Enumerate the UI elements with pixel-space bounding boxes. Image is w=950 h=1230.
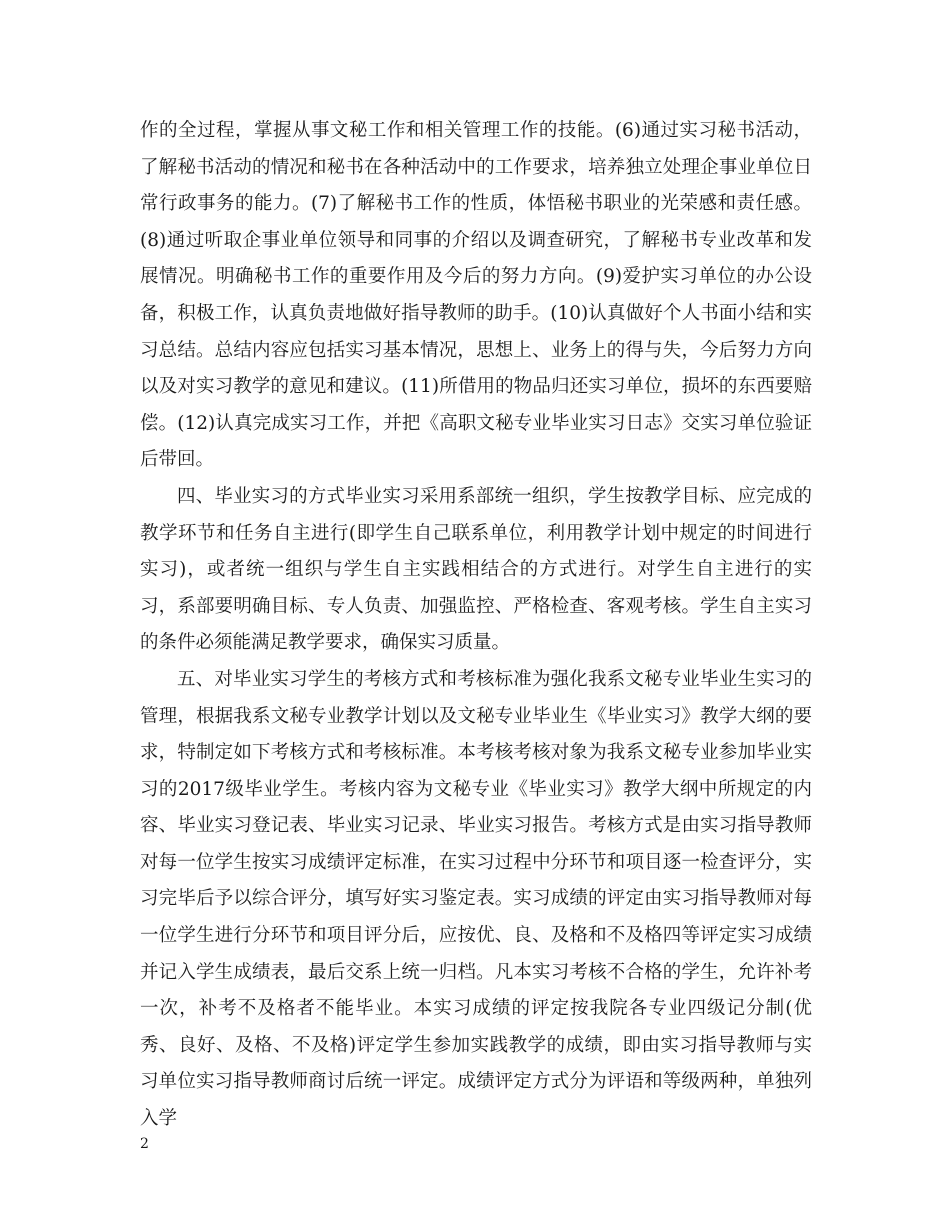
paragraph-continuation: 作的全过程，掌握从事文秘工作和相关管理工作的技能。(6)通过实习秘书活动，了解秘书活动的情况和秘书在各种活动中的工作要求，培养独立处理企事业单位日常行政事务的能力。(7)了解秘书工作的性质，体悟秘书职业的光荣感和责任感。(8)通过听取企事业单位领导和同事的介绍以及调查研究，了解秘书专业改革和发展情况。明确秘书工作的重要作用及今后的努力方向。(9)爱护实习单位的办公设备，积极工作，认真负责地做好指导教师的助手。(10)认真做好个人书面小结和实习总结。总结内容应包括实习基本情况，思想上、业务上的得与失，今后努力方向以及对实习教学的意见和建议。(11)所借用的物品归还实习单位，损坏的东西要赔偿。(12)认真完成实习工作，并把《高职文秘专业毕业实习日志》交实习单位验证后带回。 — [140, 120, 812, 471]
page-number: 2 — [140, 1136, 149, 1152]
document-body — [140, 113, 812, 1138]
paragraph-internship-method: 四、毕业实习的方式毕业实习采用系部统一组织，学生按教学目标、应完成的教学环节和任务自主进行(即学生自己联系单位，利用教学计划中规定的时间进行实习)，或者统一组织与学生自主实践相结合的方式进行。对学生自主进行的实习，系部要明确目标、专人负责、加强监控、严格检查、客观考核。学生自主实习的条件必须能满足教学要求，确保实习质量。 — [140, 485, 812, 654]
paragraph-assessment-standards: 五、对毕业实习学生的考核方式和考核标准为强化我系文秘专业毕业生实习的管理，根据我系文秘专业教学计划以及文秘专业毕业生《毕业实习》教学大纲的要求，特制定如下考核方式和考核标准。本考核考核对象为我系文秘专业参加毕业实习的2017级毕业学生。考核内容为文秘专业《毕业实习》教学大纲中所规定的内容、毕业实习登记表、毕业实习记录、毕业实习报告。考核方式是由实习指导教师对每一位学生按实习成绩评定标准，在实习过程中分环节和项目逐一检查评分，实习完毕后予以综合评分，填写好实习鉴定表。实习成绩的评定由实习指导教师对每一位学生进行分环节和项目评分后，应按优、良、及格和不及格四等评定实习成绩并记入学生成绩表，最后交系上统一归档。凡本实习考核不合格的学生，允许补考一次，补考不及格者不能毕业。本实习成绩的评定按我院各专业四级记分制(优秀、良好、及格、不及格)评定学生参加实践教学的成绩，即由实习指导教师与实习单位实习指导教师商讨后统一评定。成绩评定方式分为评语和等级两种，单独列入学 — [140, 668, 812, 1130]
